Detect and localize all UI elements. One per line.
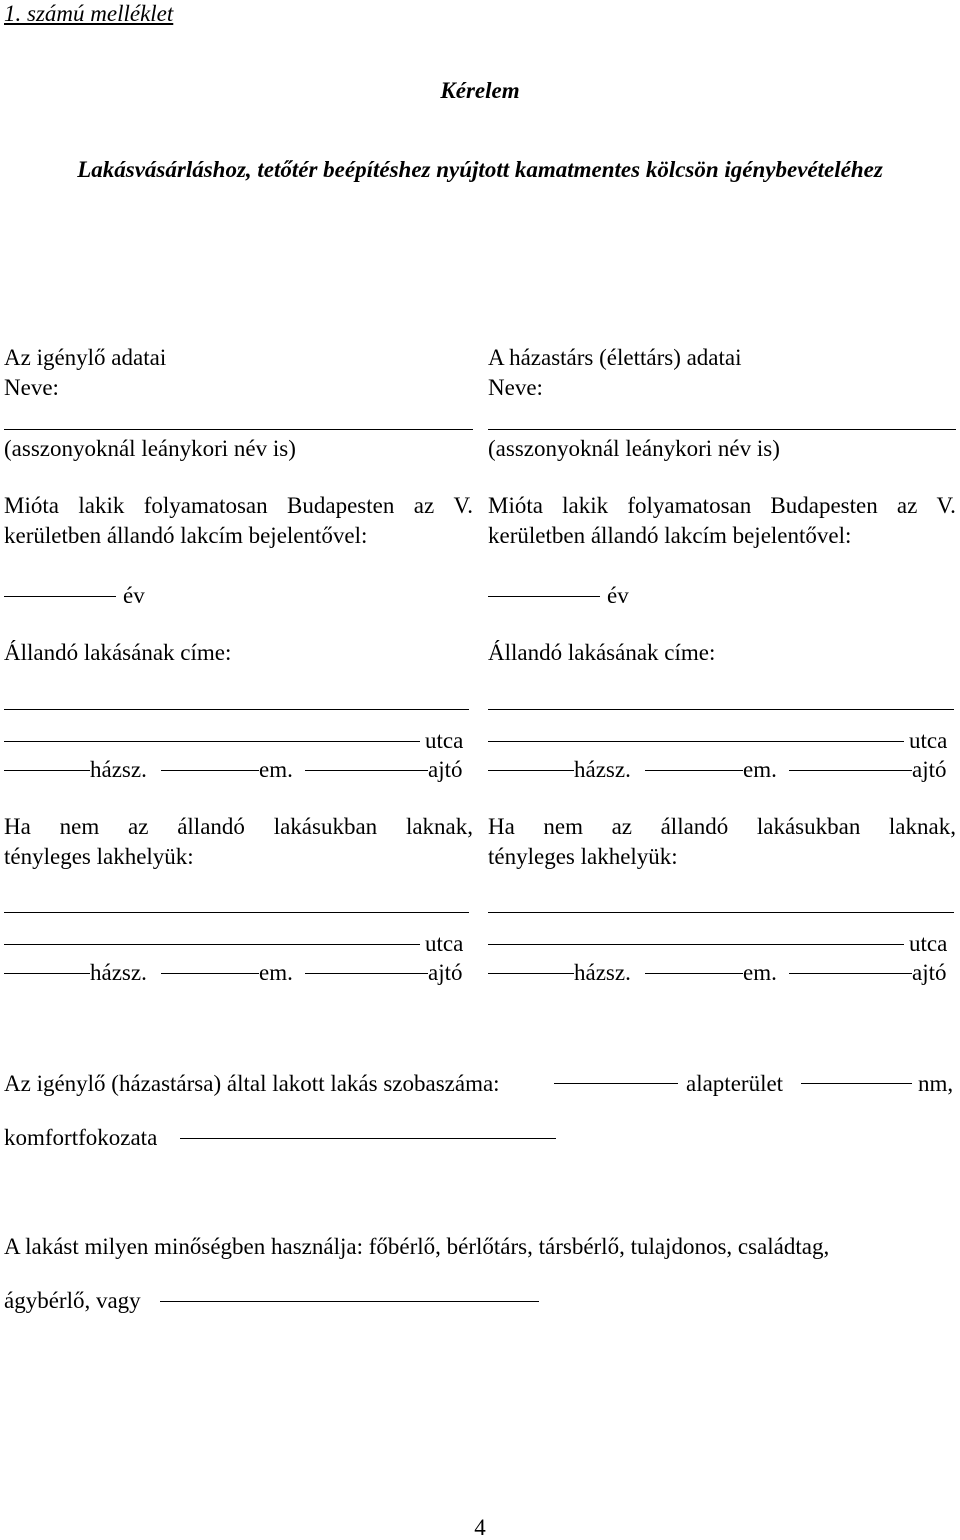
comfort-line[interactable] xyxy=(180,1138,556,1139)
document-title: Kérelem xyxy=(440,78,520,103)
area-unit-label: nm, xyxy=(918,1071,954,1096)
word: az xyxy=(128,814,149,839)
applicant-door-line[interactable] xyxy=(305,770,428,771)
comfort-label: komfortfokozata xyxy=(4,1125,158,1150)
spouse-actual-floor-line[interactable] xyxy=(645,973,743,974)
spouse-house-line[interactable] xyxy=(488,770,574,771)
spouse-name-label: Neve: xyxy=(488,375,543,400)
spouse-year-line[interactable] xyxy=(488,596,600,597)
applicant-heading: Az igénylő adatai xyxy=(4,345,167,370)
rooms-line[interactable] xyxy=(554,1083,678,1084)
word: az xyxy=(896,493,918,518)
applicant-actual-street-line[interactable] xyxy=(4,944,420,945)
applicant-house-line[interactable] xyxy=(4,770,90,771)
word: Mióta xyxy=(488,493,543,518)
applicant-actual-street-label: utca xyxy=(425,931,464,956)
usage-line2: ágybérlő, vagy xyxy=(4,1288,141,1313)
spouse-house-label: házsz. xyxy=(574,757,631,782)
applicant-name-line[interactable] xyxy=(4,429,473,430)
spouse-since-line1 xyxy=(488,494,956,517)
applicant-address-line1[interactable] xyxy=(4,709,469,710)
word: laknak, xyxy=(405,814,473,839)
spouse-actual-door-label: ajtó xyxy=(912,960,947,985)
applicant-actual-door-line[interactable] xyxy=(305,973,428,974)
word: Budapesten xyxy=(770,493,878,518)
word: lakásukban xyxy=(756,814,861,839)
applicant-house-label: házsz. xyxy=(90,757,147,782)
word: nem xyxy=(543,814,584,839)
spouse-address-label: Állandó lakásának címe: xyxy=(488,640,716,665)
area-label: alapterület xyxy=(686,1071,784,1096)
word: Ha xyxy=(4,814,31,839)
applicant-street-line[interactable] xyxy=(4,741,420,742)
applicant-actual-door-label: ajtó xyxy=(428,960,463,985)
word: V. xyxy=(453,493,473,518)
spouse-street-line[interactable] xyxy=(488,741,904,742)
spouse-street-label: utca xyxy=(909,728,948,753)
applicant-floor-line[interactable] xyxy=(161,770,259,771)
spouse-address-line1[interactable] xyxy=(488,709,954,710)
applicant-actual-house-label: házsz. xyxy=(90,960,147,985)
word: állandó xyxy=(177,814,245,839)
area-line[interactable] xyxy=(801,1083,912,1084)
applicant-actual-line1 xyxy=(4,815,473,838)
spouse-floor-line[interactable] xyxy=(645,770,743,771)
applicant-actual-floor-label: em. xyxy=(259,960,293,985)
spouse-maiden-note: (asszonyoknál leánykori név is) xyxy=(488,436,780,461)
word: folyamatosan xyxy=(143,493,268,518)
applicant-actual-floor-line[interactable] xyxy=(161,973,259,974)
word: állandó xyxy=(660,814,729,839)
spouse-actual-line2: tényleges lakhelyük: xyxy=(488,844,678,869)
word: Ha xyxy=(488,814,515,839)
rooms-label: Az igénylő (házastársa) által lakott lakás szobaszáma: xyxy=(4,1071,500,1096)
word: lakik xyxy=(78,493,125,518)
spouse-actual-house-label: házsz. xyxy=(574,960,631,985)
spouse-actual-address-line1[interactable] xyxy=(488,912,954,913)
word: Budapesten xyxy=(287,493,395,518)
applicant-actual-line2: tényleges lakhelyük: xyxy=(4,844,194,869)
spouse-since-line2: kerületben állandó lakcím bejelentővel: xyxy=(488,523,852,548)
word: Mióta xyxy=(4,493,59,518)
usage-line1: A lakást milyen minőségben használja: főbérlő, bérlőtárs, társbérlő, tulajdonos, családtag, xyxy=(4,1234,830,1259)
annex-label: 1. számú melléklet xyxy=(4,1,174,26)
document-subtitle: Lakásvásárláshoz, tetőtér beépítéshez nyújtott kamatmentes kölcsön igénybevételéhez xyxy=(77,157,883,182)
spouse-actual-floor-label: em. xyxy=(743,960,777,985)
applicant-name-label: Neve: xyxy=(4,375,59,400)
applicant-since-line1 xyxy=(4,494,473,517)
applicant-actual-address-line1[interactable] xyxy=(4,912,469,913)
word: folyamatosan xyxy=(627,493,752,518)
word: lakik xyxy=(562,493,609,518)
spouse-door-line[interactable] xyxy=(789,770,912,771)
spouse-actual-house-line[interactable] xyxy=(488,973,574,974)
word: lakásukban xyxy=(273,814,378,839)
applicant-actual-house-line[interactable] xyxy=(4,973,90,974)
applicant-address-label: Állandó lakásának címe: xyxy=(4,640,232,665)
word: az xyxy=(611,814,633,839)
word: az xyxy=(413,493,435,518)
spouse-door-label: ajtó xyxy=(912,757,947,782)
applicant-year-label: év xyxy=(123,583,145,608)
applicant-year-line[interactable] xyxy=(4,596,116,597)
spouse-actual-door-line[interactable] xyxy=(789,973,912,974)
spouse-actual-street-line[interactable] xyxy=(488,944,904,945)
spouse-heading: A házastárs (élettárs) adatai xyxy=(488,345,742,370)
applicant-floor-label: em. xyxy=(259,757,293,782)
word: nem xyxy=(59,814,100,839)
spouse-actual-street-label: utca xyxy=(909,931,948,956)
applicant-maiden-note: (asszonyoknál leánykori név is) xyxy=(4,436,296,461)
word: V. xyxy=(936,493,956,518)
applicant-since-line2: kerületben állandó lakcím bejelentővel: xyxy=(4,523,368,548)
page-number: 4 xyxy=(474,1515,486,1540)
spouse-floor-label: em. xyxy=(743,757,777,782)
applicant-door-label: ajtó xyxy=(428,757,463,782)
spouse-name-line[interactable] xyxy=(488,429,956,430)
word: laknak, xyxy=(888,814,956,839)
applicant-street-label: utca xyxy=(425,728,464,753)
usage-other-line[interactable] xyxy=(160,1301,539,1302)
spouse-actual-line1 xyxy=(488,815,956,838)
spouse-year-label: év xyxy=(607,583,629,608)
